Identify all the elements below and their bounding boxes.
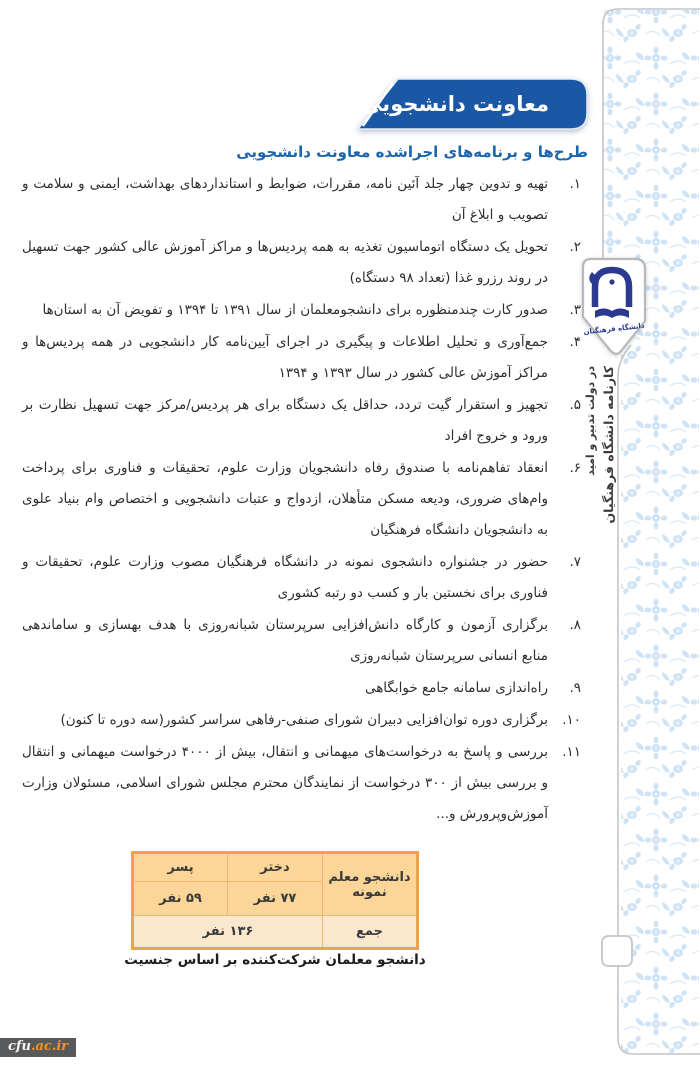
- table-girl-count: ۷۷ نفر: [228, 882, 323, 916]
- list-item-number: ۵.: [569, 397, 581, 413]
- list-item-text: صدور کارت چندمنظوره برای دانشجومعلمان از سال ۱۳۹۱ تا ۱۳۹۴ و تفویض آن به استان‌ها: [42, 302, 548, 318]
- list-item-number: ۷.: [569, 554, 581, 570]
- list-item: [22, 737, 588, 830]
- table-row-header: دانشجو معلم نمونه: [323, 853, 418, 916]
- list-item: [22, 169, 588, 231]
- table-total-label: جمع: [323, 916, 418, 949]
- table-col-boy: پسر: [133, 853, 228, 882]
- list-item-number: ۳.: [569, 302, 581, 318]
- section-subtitle: طرح‌ها و برنامه‌های اجراشده معاونت دانشجویی: [236, 143, 588, 161]
- watermark-suffix: .ac.ir: [30, 1039, 69, 1054]
- list-item: [22, 610, 588, 672]
- list-item-number: ۹.: [569, 680, 581, 696]
- sidebar-vertical-subtitle: در دولت تدبیر و امید: [584, 366, 597, 476]
- sidebar-vertical-title: کارنامه دانشگاه فرهنگیان: [601, 366, 616, 524]
- list-item: [22, 705, 588, 736]
- list-item: [22, 673, 588, 704]
- list-item: [22, 547, 588, 609]
- section-title: معاونت دانشجویی: [361, 92, 549, 116]
- section-header-badge: [356, 78, 588, 130]
- site-watermark: [0, 1038, 76, 1057]
- list-item-text: جمع‌آوری و تحلیل اطلاعات و پیگیری در اجرای آیین‌نامه کار دانشجویی در همه پردیس‌ها و مراکز آموزش عالی کشور در سال ۱۳۹۳ و ۱۳۹۴: [22, 334, 548, 381]
- main-content: [22, 0, 588, 831]
- list-item-number: ۱۰.: [562, 712, 581, 728]
- participants-table-container: [131, 851, 419, 950]
- list-item-text: برگزاری دوره توان‌افزایی دبیران شورای صنفی-رفاهی سراسر کشور(سه دوره تا کنون): [60, 712, 548, 728]
- table-caption: دانشجو معلمان شرکت‌کننده بر اساس جنسیت: [124, 952, 426, 968]
- list-item: [22, 390, 588, 452]
- list-item-text: انعقاد تفاهم‌نامه با صندوق رفاه دانشجویان وزارت علوم، تحقیقات و فناوری برای پرداخت وام‌های ضروری، ودیعه مسکن متأهلان، ازدواج و عتبات دانشجویی و اختصاص وام بنیاد علوی به دانشجویان دانشگاه فرهنگیان: [22, 460, 548, 538]
- emblem-caption: دانشگاه فرهنگیان: [583, 321, 645, 337]
- list-item-text: حضور در جشنواره دانشجوی نمونه در دانشگاه فرهنگیان مصوب وزارت علوم، تحقیقات و فناوری برای نخستین بار و کسب دو رتبه کشوری: [22, 554, 548, 601]
- list-item-number: ۸.: [569, 617, 581, 633]
- list-item-text: تهیه و تدوین چهار جلد آئین نامه، مقررات، ضوابط و استانداردهای بهداشت، ایمنی و سلامت و تصویب و ابلاغ آن: [22, 176, 548, 223]
- list-item-text: تجهیز و استقرار گیت تردد، حداقل یک دستگاه برای هر پردیس/مرکز جهت تسهیل نظارت بر ورود و خروج افراد: [22, 397, 548, 444]
- list-item-number: ۲.: [569, 239, 581, 255]
- list-item-text: برگزاری آزمون و کارگاه دانش‌افزایی سرپرستان شبانه‌روزی با هدف بهسازی و ساماندهی منابع انسانی سرپرستان شبانه‌روزی: [22, 617, 548, 664]
- list-item: [22, 232, 588, 294]
- page-tab-marker: [602, 936, 632, 966]
- participants-table: [131, 851, 419, 950]
- list-item-number: ۱.: [569, 176, 581, 192]
- table-total-count: ۱۳۶ نفر: [133, 916, 323, 949]
- list-item-text: بررسی و پاسخ به درخواست‌های میهمانی و انتقال، بیش از ۴۰۰۰ درخواست میهمانی و انتقال و بررسی بیش از ۳۰۰ درخواست از نمایندگان محترم مجلس شورای اسلامی، مسئولان وزارت آموزش‌وپرورش و...: [22, 744, 549, 822]
- list-item-number: ۴.: [569, 334, 581, 350]
- watermark-cfu: cfu: [8, 1039, 31, 1054]
- list-item-text: راه‌اندازی سامانه جامع خوابگاهی: [364, 680, 548, 696]
- implemented-plans-list: [22, 169, 588, 830]
- list-item: [22, 327, 588, 389]
- list-item: [22, 453, 588, 546]
- table-col-girl: دختر: [228, 853, 323, 882]
- list-item-text: تحویل یک دستگاه اتوماسیون تغذیه به همه پردیس‌ها و مراکز آموزش عالی کشور جهت تسهیل در روند رزرو غذا (تعداد ۹۸ دستگاه): [22, 239, 548, 286]
- table-boy-count: ۵۹ نفر: [133, 882, 228, 916]
- list-item-number: ۶.: [569, 460, 581, 476]
- list-item: [22, 295, 588, 326]
- list-item-number: ۱۱.: [562, 744, 581, 760]
